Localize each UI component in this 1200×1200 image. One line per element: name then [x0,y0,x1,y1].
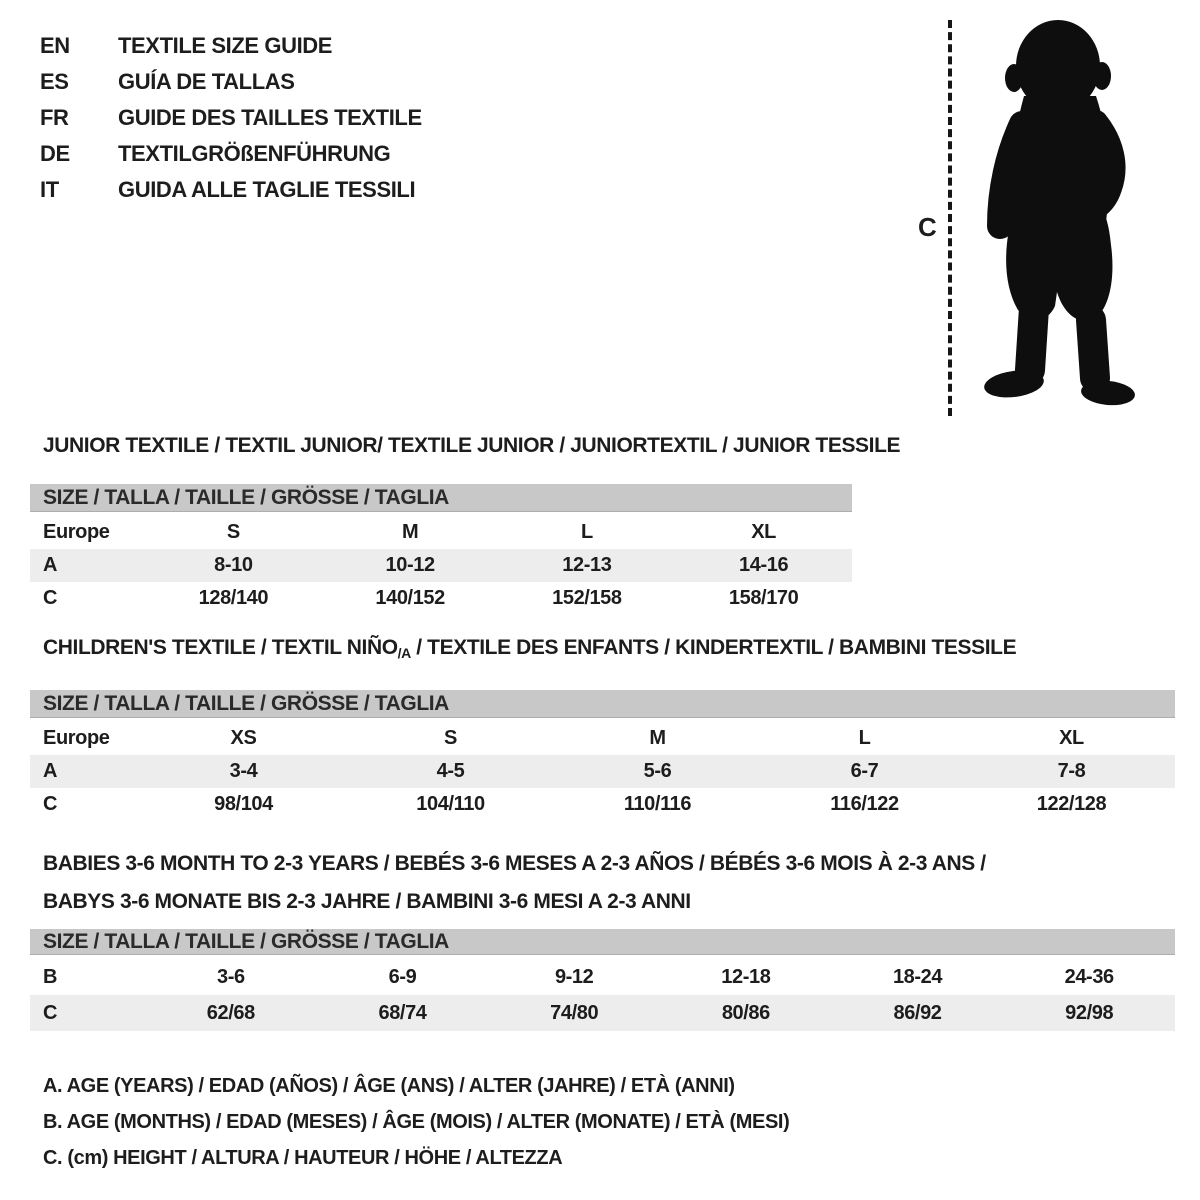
row-label: A [43,554,58,576]
language-code: ES [40,69,69,94]
legend-line-b: B. AGE (MONTHS) / EDAD (MESES) / ÂGE (MOIS) / ALTER (MONATE) / ETÀ (MESI) [43,1111,790,1133]
age-cell: 7-8 [1057,760,1086,782]
height-measure-dashed-line [948,20,952,416]
months-cell: 12-18 [721,966,771,988]
age-cell: 8-10 [214,554,253,576]
row-label: C [43,1002,58,1024]
table-row-age [30,755,1175,788]
height-measure-figure [880,0,1180,430]
row-label: C [43,793,58,815]
age-cell: 4-5 [436,760,465,782]
height-cell: 110/116 [623,793,692,815]
language-title-list [40,28,422,208]
row-label: C [43,587,58,609]
height-cell: 98/104 [214,793,273,815]
months-cell: 6-9 [388,966,417,988]
age-cell: 12-13 [562,554,612,576]
height-cell: 116/122 [830,793,899,815]
size-cell: L [858,727,871,749]
language-row [40,172,422,208]
row-label: B [43,966,58,988]
language-row [40,136,422,172]
guide-title: TEXTILGRÖßENFÜHRUNG [118,141,391,166]
legend-line-a: A. AGE (YEARS) / EDAD (AÑOS) / ÂGE (ANS) / ALTER (JAHRE) / ETÀ (ANNI) [43,1075,735,1097]
toddler-silhouette-icon [960,12,1156,418]
size-cell: L [580,521,593,543]
age-cell: 10-12 [385,554,435,576]
row-label: Europe [43,521,110,543]
legend [43,1068,789,1176]
height-cell: 68/74 [378,1002,427,1024]
months-cell: 24-36 [1064,966,1114,988]
junior-size-table [30,484,852,615]
age-cell: 3-4 [229,760,258,782]
guide-title: GUÍA DE TALLAS [118,69,295,94]
height-cell: 104/110 [416,793,485,815]
guide-title: TEXTILE SIZE GUIDE [118,33,333,58]
table-row-age [30,549,852,582]
language-row [40,100,422,136]
table-row-height [30,582,852,615]
size-cell: XL [1059,727,1084,749]
children-size-table [30,690,1175,821]
months-cell: 18-24 [892,966,943,988]
children-title-post: / TEXTILE DES ENFANTS / KINDERTEXTIL / BAMBINI TESSILE [410,636,1017,659]
size-cell: M [649,727,666,749]
height-cell: 128/140 [198,587,269,609]
language-code: FR [40,105,69,130]
language-row [40,28,422,64]
table-row-europe [30,722,1175,755]
months-cell: 3-6 [216,966,245,988]
size-cell: S [444,727,457,749]
age-cell: 14-16 [739,554,789,576]
age-cell: 6-7 [850,760,879,782]
height-cell: 152/158 [552,587,622,609]
row-label: A [43,760,58,782]
size-cell: S [226,521,240,543]
language-row [40,64,422,100]
children-section-title [43,636,1016,661]
guide-title: GUIDE DES TAILLES TEXTILE [118,105,422,130]
language-code: EN [40,33,70,58]
size-cell: XL [751,521,776,543]
height-cell: 140/152 [375,587,445,609]
size-header-bar: SIZE / TALLA / TAILLE / GRÖSSE / TAGLIA [30,690,1175,718]
height-cell: 122/128 [1036,793,1107,815]
table-row-europe [30,516,852,549]
height-cell: 158/170 [728,587,799,609]
measure-c-label: C [918,212,937,242]
height-cell: 92/98 [1065,1002,1114,1024]
age-cell: 5-6 [643,760,672,782]
babies-size-table [30,929,1175,1031]
size-header-bar: SIZE / TALLA / TAILLE / GRÖSSE / TAGLIA [30,484,852,512]
guide-title: GUIDA ALLE TAGLIE TESSILI [118,177,416,202]
babies-section-title-line2: BABYS 3-6 MONATE BIS 2-3 JAHRE / BAMBINI 3-6 MESI A 2-3 ANNI [43,890,691,913]
months-cell: 9-12 [554,966,594,988]
table-row-height [30,788,1175,821]
children-title-sub: /A [397,645,411,661]
legend-line-c: C. (cm) HEIGHT / ALTURA / HAUTEUR / HÖHE / ALTEZZA [43,1147,563,1169]
size-cell: XS [230,727,257,749]
children-title-pre: CHILDREN'S TEXTILE / TEXTIL NIÑO [43,636,398,659]
junior-section-title: JUNIOR TEXTILE / TEXTIL JUNIOR/ TEXTILE JUNIOR / JUNIORTEXTIL / JUNIOR TESSILE [43,434,901,457]
language-code: DE [40,141,70,166]
table-row-height [30,995,1175,1031]
babies-section-title-line1: BABIES 3-6 MONTH TO 2-3 YEARS / BEBÉS 3-6 MESES A 2-3 AÑOS / BÉBÉS 3-6 MOIS À 2-3 ANS / [43,852,986,875]
height-cell: 80/86 [721,1002,770,1024]
row-label: Europe [43,727,110,749]
table-row-months [30,959,1175,995]
height-cell: 74/80 [550,1002,599,1024]
height-cell: 62/68 [206,1002,255,1024]
language-code: IT [40,177,59,202]
height-cell: 86/92 [893,1002,942,1024]
size-cell: M [401,521,419,543]
size-header-bar: SIZE / TALLA / TAILLE / GRÖSSE / TAGLIA [30,929,1175,955]
